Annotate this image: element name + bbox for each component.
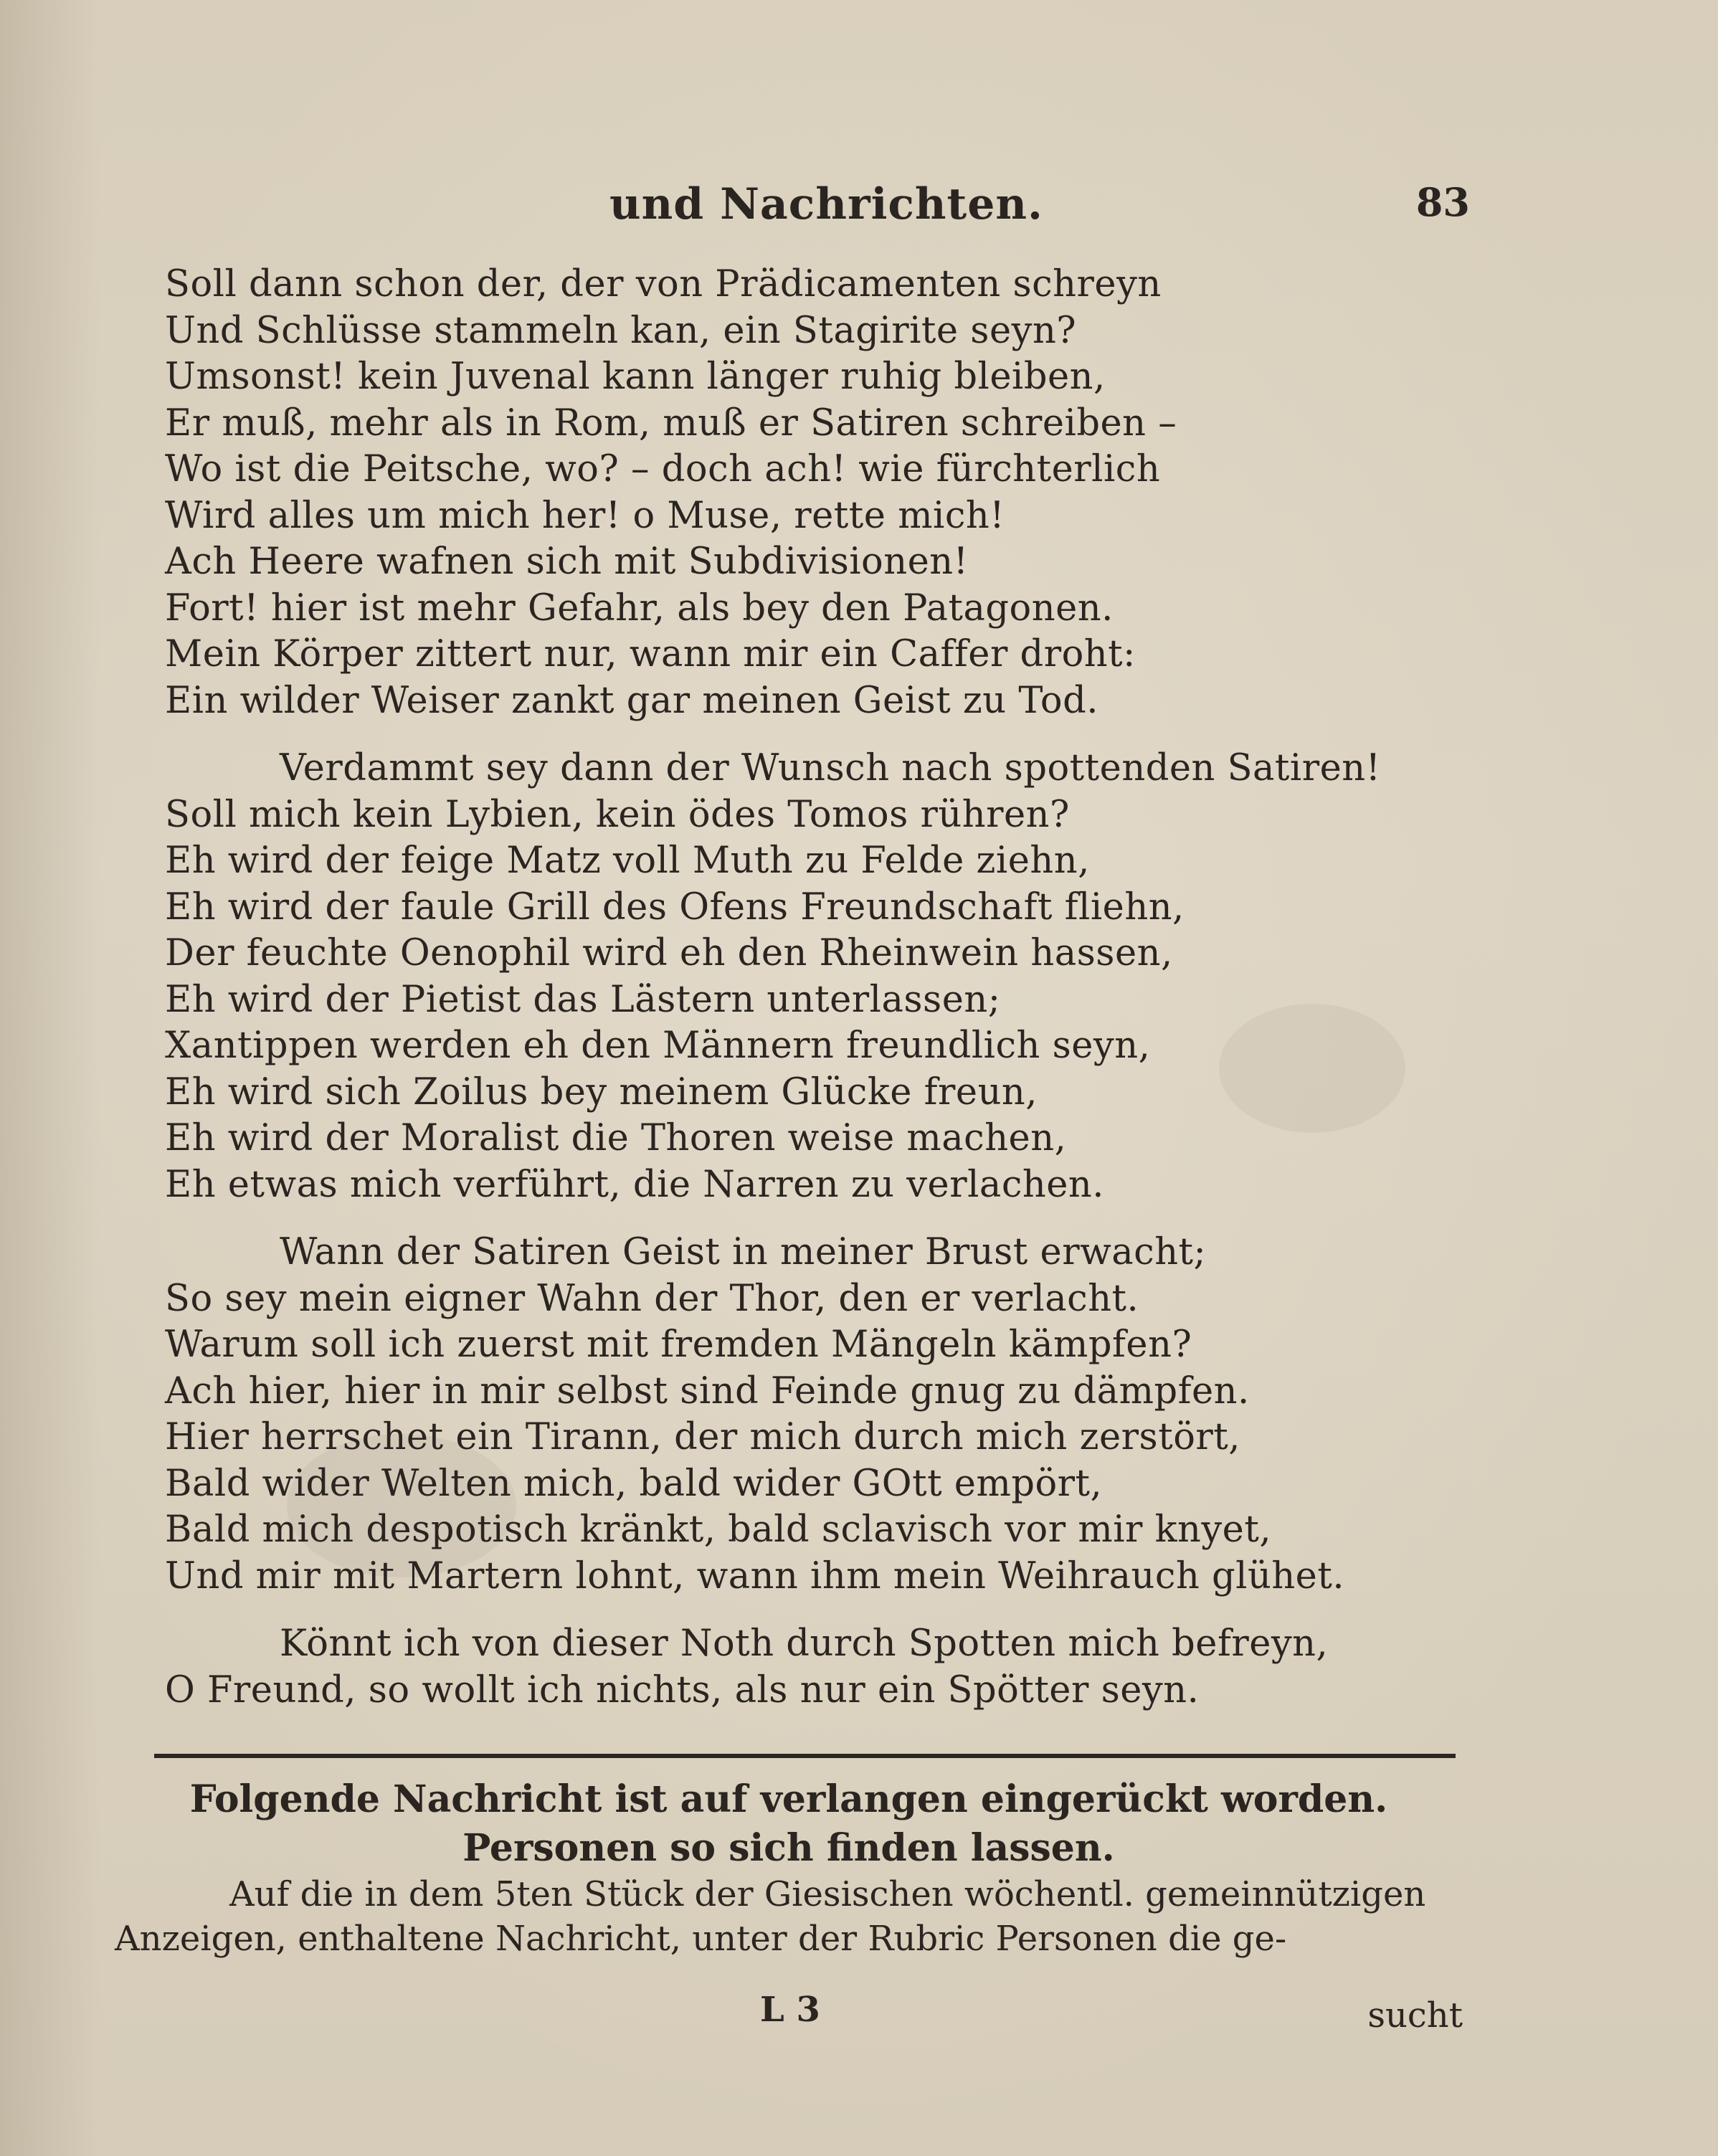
catchword: sucht bbox=[1367, 1995, 1463, 2036]
stanza bbox=[165, 262, 1470, 724]
verse-line: Wann der Satiren Geist in meiner Brust erwacht; bbox=[280, 1231, 1207, 1273]
verse-line: Umsonst! kein Juvenal kann länger ruhig bleiben, bbox=[165, 356, 1106, 398]
verse-line: Hier herrschet ein Tirann, der mich durch mich zerstört, bbox=[165, 1416, 1240, 1458]
verse-line: Mein Körper zittert nur, wann mir ein Caffer droht: bbox=[165, 633, 1136, 675]
verse-line: Wo ist die Peitsche, wo? – doch ach! wie fürchterlich bbox=[165, 448, 1161, 490]
verse-line: Wird alles um mich her! o Muse, rette mich! bbox=[165, 494, 1005, 537]
verse-line: Bald mich despotisch kränkt, bald sclavisch vor mir knyet, bbox=[165, 1509, 1272, 1551]
verse-line: Warum soll ich zuerst mit fremden Mängeln kämpfen? bbox=[165, 1324, 1192, 1366]
verse-line: Er muß, mehr als in Rom, muß er Satiren schreiben – bbox=[165, 402, 1177, 445]
notice-title: Folgende Nachricht ist auf verlangen eingerückt worden. bbox=[189, 1777, 1388, 1821]
verse-line: Eh etwas mich verführt, die Narren zu verlachen. bbox=[165, 1163, 1104, 1206]
stanza bbox=[165, 1230, 1470, 1600]
verse-line: Der feuchte Oenophil wird eh den Rheinwein hassen, bbox=[165, 932, 1173, 974]
verse-line: Soll dann schon der, der von Prädicamenten schreyn bbox=[165, 263, 1162, 305]
verse-line: Ein wilder Weiser zankt gar meinen Geist zu Tod. bbox=[165, 679, 1098, 722]
stanza bbox=[165, 1621, 1470, 1714]
verse-line: Und Schlüsse stammeln kan, ein Stagirite seyn? bbox=[165, 309, 1077, 352]
verse-line: Fort! hier ist mehr Gefahr, als bey den Patagonen. bbox=[165, 587, 1114, 630]
notice-body-line: Auf die in dem 5ten Stück der Giesischen wöchentl. gemeinnützigen bbox=[229, 1874, 1426, 1914]
notice-body-line: Anzeigen, enthaltene Nachricht, unter der Rubric Personen die ge- bbox=[115, 1919, 1287, 1959]
running-head: und Nachrichten. bbox=[609, 179, 1043, 229]
notice-body bbox=[115, 1872, 1463, 1961]
verse-line: So sey mein eigner Wahn der Thor, den er verlacht. bbox=[165, 1277, 1139, 1320]
poem bbox=[165, 262, 1470, 1735]
page-header bbox=[165, 179, 1470, 237]
signature-mark: L 3 bbox=[760, 1990, 820, 2030]
verse-line: Eh wird sich Zoilus bey meinem Glücke freun, bbox=[165, 1070, 1038, 1113]
verse-line: Ach hier, hier in mir selbst sind Feinde gnug zu dämpfen. bbox=[165, 1369, 1250, 1412]
page-number: 83 bbox=[1415, 179, 1470, 225]
section-divider bbox=[154, 1754, 1456, 1758]
verse-line: Eh wird der Moralist die Thoren weise machen, bbox=[165, 1117, 1067, 1159]
verse-line: Soll mich kein Lybien, kein ödes Tomos rühren? bbox=[165, 793, 1070, 836]
page-footer bbox=[115, 1990, 1463, 2040]
verse-line: Ach Heere wafnen sich mit Subdivisionen! bbox=[165, 541, 969, 583]
verse-line: Könnt ich von dieser Noth durch Spotten mich befreyn, bbox=[280, 1623, 1329, 1665]
page-gutter-shadow bbox=[0, 0, 100, 2156]
verse-line: Eh wird der Pietist das Lästern unterlassen; bbox=[165, 978, 1001, 1021]
verse-line: Bald wider Welten mich, bald wider GOtt empört, bbox=[165, 1462, 1103, 1505]
verse-line: Und mir mit Martern lohnt, wann ihm mein Weihrauch glühet. bbox=[165, 1554, 1345, 1597]
notice-subtitle: Personen so sich finden lassen. bbox=[462, 1826, 1115, 1870]
notice bbox=[115, 1775, 1463, 1961]
verse-line: Eh wird der feige Matz voll Muth zu Felde ziehn, bbox=[165, 840, 1090, 882]
verse-line: Eh wird der faule Grill des Ofens Freundschaft fliehn, bbox=[165, 885, 1185, 929]
verse-line: Verdammt sey dann der Wunsch nach spottenden Satiren! bbox=[280, 747, 1381, 789]
stanza bbox=[165, 746, 1470, 1208]
verse-line: Xantippen werden eh den Männern freundlich seyn, bbox=[165, 1025, 1151, 1067]
verse-line: O Freund, so wollt ich nichts, als nur ein Spötter seyn. bbox=[165, 1668, 1200, 1711]
